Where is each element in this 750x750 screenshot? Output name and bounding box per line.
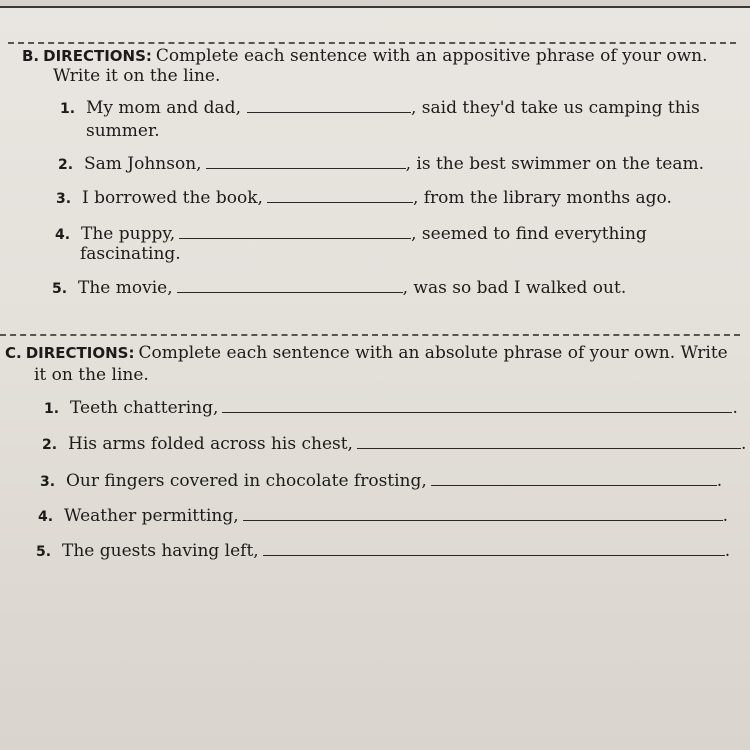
sentence-end: , seemed to find everything bbox=[411, 224, 647, 244]
sentence-start: My mom and dad, bbox=[86, 98, 241, 118]
section-b-directions-line2: Write it on the line. bbox=[53, 66, 221, 86]
sentence-end: . bbox=[732, 398, 738, 418]
section-c-divider bbox=[0, 334, 740, 336]
sentence-start: Teeth chattering, bbox=[70, 398, 219, 418]
item-number: 5. bbox=[52, 281, 68, 297]
section-c-directions-line2: it on the line. bbox=[34, 365, 149, 385]
section-b-heading bbox=[22, 46, 708, 67]
section-b-item-4 bbox=[55, 224, 647, 245]
item-number: 4. bbox=[38, 509, 54, 525]
section-b-directions-label: DIRECTIONS: bbox=[43, 47, 152, 65]
answer-blank-b1[interactable] bbox=[247, 98, 411, 113]
section-b-item-4-continuation: fascinating. bbox=[80, 244, 181, 264]
section-c-item-1 bbox=[44, 398, 738, 419]
sentence-end: . bbox=[722, 506, 729, 526]
section-b-item-1 bbox=[60, 98, 700, 119]
section-b-item-2 bbox=[58, 154, 704, 175]
sentence-start: His arms folded across his chest, bbox=[68, 434, 353, 454]
section-b-directions-text: Complete each sentence with an appositive phrase of your own. bbox=[155, 46, 708, 66]
item-number: 5. bbox=[36, 544, 52, 560]
section-c-heading bbox=[5, 343, 728, 364]
top-border bbox=[0, 0, 750, 8]
item-number: 1. bbox=[60, 101, 76, 117]
sentence-start: Sam Johnson, bbox=[84, 154, 202, 174]
sentence-start: The movie, bbox=[78, 278, 173, 298]
sentence-start: Weather permitting, bbox=[64, 506, 239, 526]
section-b-item-3 bbox=[56, 188, 672, 209]
section-c-item-2 bbox=[42, 434, 746, 455]
sentence-start: The puppy, bbox=[81, 224, 176, 244]
sentence-start: Our fingers covered in chocolate frosting, bbox=[66, 471, 427, 491]
item-number: 2. bbox=[58, 157, 74, 173]
section-c-item-5 bbox=[36, 541, 730, 562]
sentence-start: I borrowed the book, bbox=[82, 188, 263, 208]
answer-blank-b3[interactable] bbox=[267, 188, 413, 203]
item-number: 2. bbox=[42, 437, 58, 453]
section-c-directions-text: Complete each sentence with an absolute phrase of your own. Write bbox=[138, 343, 728, 363]
answer-blank-c5[interactable] bbox=[263, 541, 725, 556]
sentence-start: The guests having left, bbox=[62, 541, 259, 561]
sentence-end: , was so bad I walked out. bbox=[402, 278, 627, 298]
section-b-letter: B. bbox=[22, 47, 40, 65]
sentence-end: . bbox=[724, 541, 731, 561]
sentence-end: , is the best swimmer on the team. bbox=[405, 154, 705, 174]
section-c-item-3 bbox=[40, 471, 722, 492]
answer-blank-b2[interactable] bbox=[206, 154, 406, 169]
section-c-item-4 bbox=[38, 506, 728, 527]
answer-blank-c4[interactable] bbox=[243, 506, 723, 521]
section-c-letter: C. bbox=[5, 344, 22, 362]
answer-blank-c3[interactable] bbox=[431, 471, 717, 486]
answer-blank-b4[interactable] bbox=[179, 224, 411, 239]
item-number: 3. bbox=[40, 474, 56, 490]
sentence-end: . bbox=[740, 434, 747, 454]
sentence-end: . bbox=[716, 471, 723, 491]
answer-blank-c2[interactable] bbox=[357, 434, 741, 449]
section-c-directions-label: DIRECTIONS: bbox=[25, 344, 135, 362]
answer-blank-b5[interactable] bbox=[177, 278, 403, 293]
item-number: 1. bbox=[44, 401, 60, 417]
answer-blank-c1[interactable] bbox=[222, 398, 732, 413]
section-b-item-1-continuation: summer. bbox=[86, 121, 160, 141]
item-number: 4. bbox=[55, 227, 71, 243]
section-b-divider bbox=[8, 42, 736, 44]
section-b-item-5 bbox=[52, 278, 626, 299]
sentence-end: , said they'd take us camping this bbox=[410, 98, 700, 118]
sentence-end: , from the library months ago. bbox=[412, 188, 672, 208]
item-number: 3. bbox=[56, 191, 72, 207]
